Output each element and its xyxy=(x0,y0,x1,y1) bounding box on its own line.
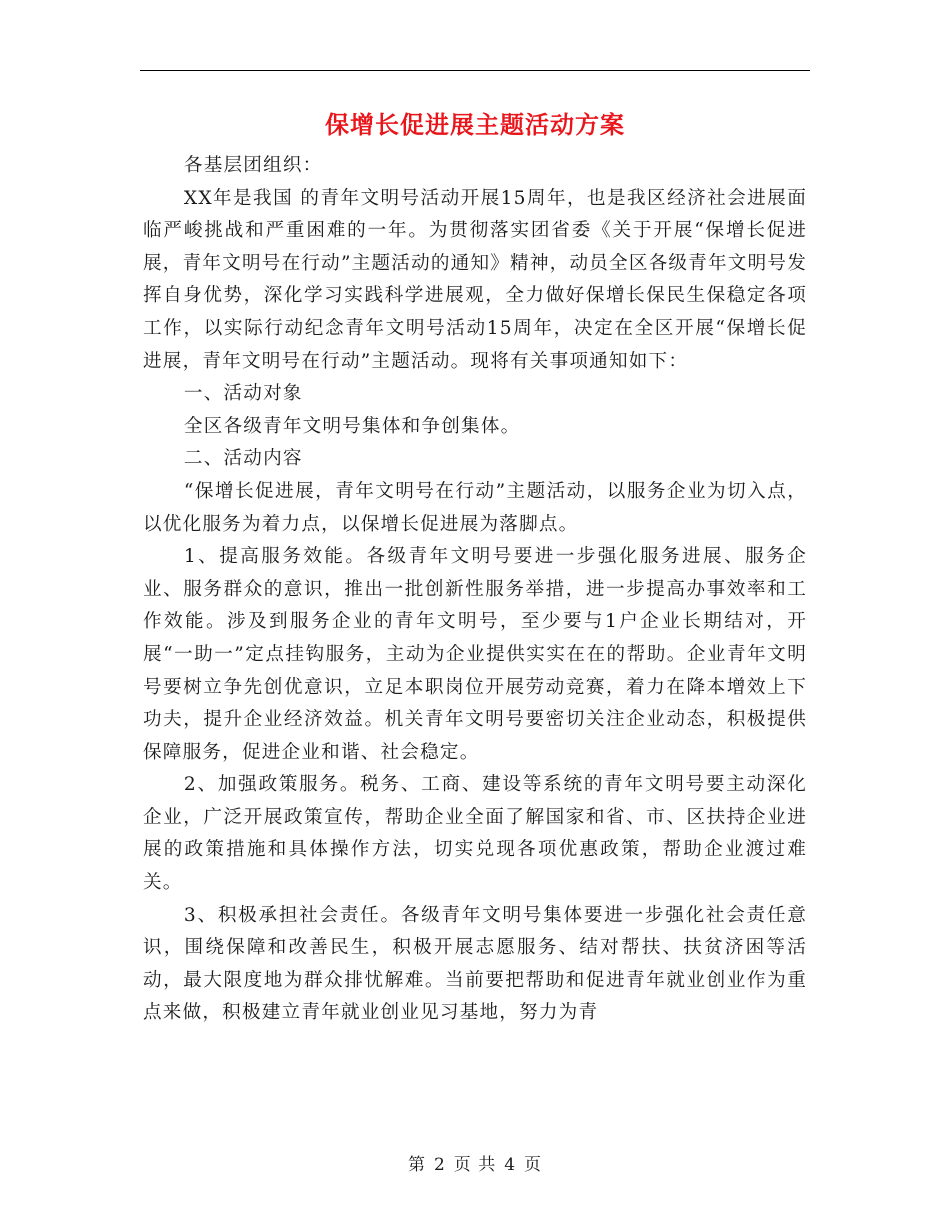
document-body xyxy=(143,150,807,1030)
page-footer xyxy=(0,1153,950,1177)
page-total: 4 xyxy=(504,1155,517,1175)
paragraph-intro: XX年是我国 的青年文明号活动开展15周年，也是我区经济社会进展面临严峻挑战和严重困难的一年。为贯彻落实团省委《关于开展“保增长促进展，青年文明号在行动”主题活动的通知》精神，动员全区各级青年文明号发挥自身优势，深化学习实践科学进展观，全力做好保增长保民生保稳定各项工作，以实际行动纪念青年文明号活动15周年，决定在全区开展“保增长促进展，青年文明号在行动”主题活动。现将有关事项通知如下： xyxy=(143,187,807,372)
paragraph-item-1: 1、提高服务效能。各级青年文明号要进一步强化服务进展、服务企业、服务群众的意识，推出一批创新性服务举措，进一步提高办事效率和工作效能。涉及到服务企业的青年文明号，至少要与1户企业长期结对，开展“一助一”定点挂钩服务，主动为企业提供实实在在的帮助。企业青年文明号要树立争先创优意识，立足本职岗位开展劳动竞赛，着力在降本增效上下功夫，提升企业经济效益。机关青年文明号要密切关注企业动态，积极提供保障服务，促进企业和谐、社会稳定。 xyxy=(143,546,807,763)
paragraph-item-3: 3、积极承担社会责任。各级青年文明号集体要进一步强化社会责任意识，围绕保障和改善民生，积极开展志愿服务、结对帮扶、扶贫济困等活动，最大限度地为群众排忧解难。当前要把帮助和促进青年就业创业作为重点来做，积极建立青年就业创业见习基地，努力为青 xyxy=(143,904,807,1024)
footer-prefix: 第 xyxy=(407,1155,426,1175)
section-heading-content: 二、活动内容 xyxy=(183,448,303,470)
section-heading-target: 一、活动对象 xyxy=(183,383,303,405)
paragraph-content-intro: “保增长促进展，青年文明号在行动”主题活动，以服务企业为切入点，以优化服务为着力点，以保增长促进展为落脚点。 xyxy=(143,480,807,535)
header-rule xyxy=(140,70,810,71)
paragraph-item-2: 2、加强政策服务。税务、工商、建设等系统的青年文明号要主动深化企业，广泛开展政策宣传，帮助企业全面了解国家和省、市、区扶持企业进展的政策措施和具体操作方法，切实兑现各项优惠政策，帮助企业渡过难关。 xyxy=(143,774,807,894)
page-number: 2 xyxy=(433,1155,446,1175)
paragraph-salutation: 各基层团组织： xyxy=(183,155,323,176)
footer-middle: 页 共 xyxy=(453,1155,497,1175)
footer-suffix: 页 xyxy=(524,1155,543,1175)
document-title: 保增长促进展主题活动方案 xyxy=(325,110,625,139)
paragraph-target: 全区各级青年文明号集体和争创集体。 xyxy=(183,415,521,437)
